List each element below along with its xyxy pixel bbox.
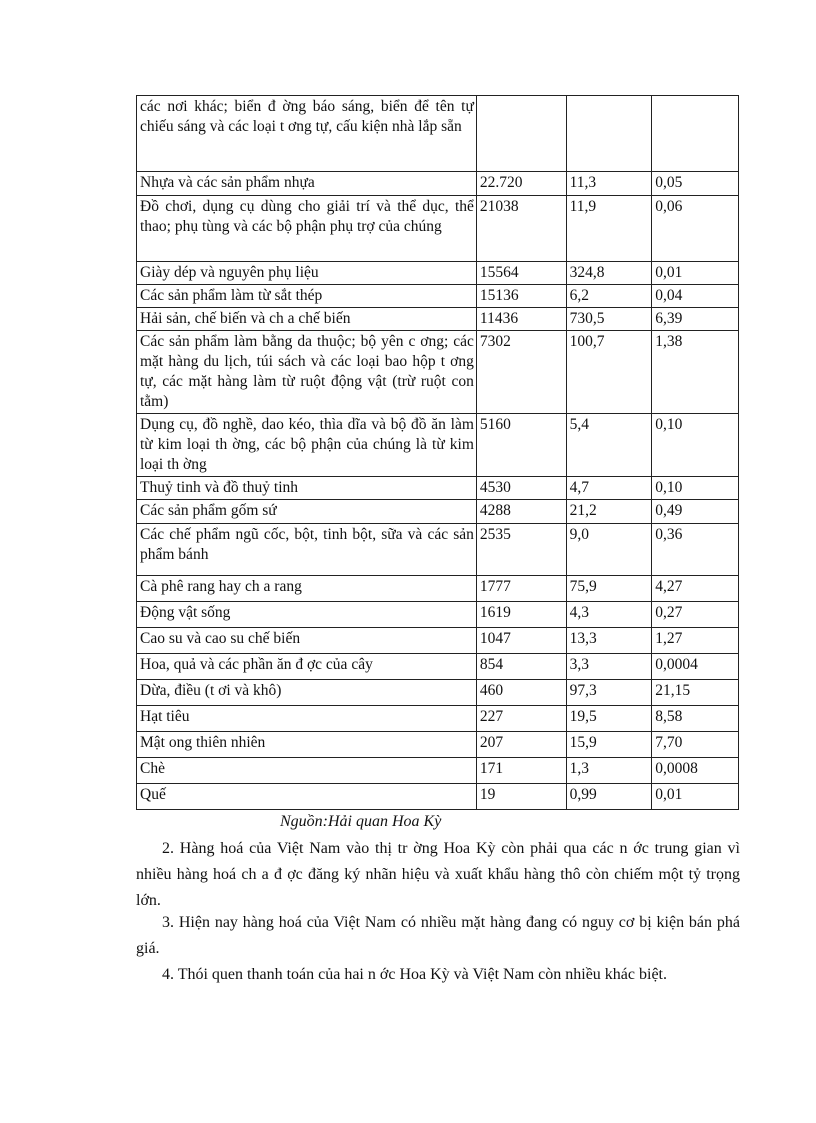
share-cell: 0,0004	[652, 654, 739, 680]
product-cell: Đồ chơi, dụng cụ dùng cho giải trí và thể dục, thể thao; phụ tùng và các bộ phận phụ trợ của chúng	[137, 196, 477, 262]
paragraph-2: 2. Hàng hoá của Việt Nam vào thị tr ờng Hoa Kỳ còn phải qua các n ớc trung gian vì nhiều hàng hoá ch a đ ợc đăng ký nhãn hiệu và xuất khẩu hàng thô còn chiếm một tỷ trọng lớn.	[136, 840, 740, 909]
table-row	[137, 477, 739, 500]
product-cell: Cà phê rang hay ch a rang	[137, 576, 477, 602]
value-cell: 1777	[476, 576, 566, 602]
table-row	[137, 576, 739, 602]
share-cell: 0,10	[652, 477, 739, 500]
growth-cell: 15,9	[566, 732, 652, 758]
value-cell: 460	[476, 680, 566, 706]
growth-cell: 75,9	[566, 576, 652, 602]
share-cell: 0,49	[652, 500, 739, 524]
table-row	[137, 784, 739, 810]
share-cell: 7,70	[652, 732, 739, 758]
value-cell: 19	[476, 784, 566, 810]
product-cell: Dừa, điều (t ơi và khô)	[137, 680, 477, 706]
table-row	[137, 732, 739, 758]
table-row	[137, 196, 739, 262]
table-row	[137, 172, 739, 196]
value-cell: 21038	[476, 196, 566, 262]
value-cell: 227	[476, 706, 566, 732]
value-cell	[476, 96, 566, 172]
table-body	[137, 96, 739, 810]
product-cell: Cao su và cao su chế biến	[137, 628, 477, 654]
value-cell: 5160	[476, 414, 566, 477]
paragraph-4: 4. Thói quen thanh toán của hai n ớc Hoa Kỳ và Việt Nam còn nhiều khác biệt.	[162, 966, 667, 983]
paragraph-3: 3. Hiện nay hàng hoá của Việt Nam có nhiều mặt hàng đang có nguy cơ bị kiện bán phá giá.	[136, 914, 740, 957]
table-row	[137, 524, 739, 576]
product-cell: Các sản phẩm làm từ sắt thép	[137, 285, 477, 308]
product-cell: Dụng cụ, đồ nghề, dao kéo, thìa dĩa và bộ đồ ăn làm từ kim loại th ờng, các bộ phận của chúng là từ kim loại th ờng	[137, 414, 477, 477]
product-cell: Động vật sống	[137, 602, 477, 628]
growth-cell: 11,3	[566, 172, 652, 196]
share-cell: 0,27	[652, 602, 739, 628]
value-cell: 4530	[476, 477, 566, 500]
product-cell: Hạt tiêu	[137, 706, 477, 732]
table-row	[137, 628, 739, 654]
share-cell: 0,36	[652, 524, 739, 576]
growth-cell: 9,0	[566, 524, 652, 576]
table-row	[137, 96, 739, 172]
product-cell: Thuỷ tinh và đồ thuỷ tinh	[137, 477, 477, 500]
share-cell: 0,06	[652, 196, 739, 262]
growth-cell: 21,2	[566, 500, 652, 524]
growth-cell: 19,5	[566, 706, 652, 732]
growth-cell: 0,99	[566, 784, 652, 810]
growth-cell: 97,3	[566, 680, 652, 706]
table-row	[137, 602, 739, 628]
value-cell: 7302	[476, 331, 566, 414]
export-table	[136, 95, 739, 810]
table-row	[137, 285, 739, 308]
value-cell: 854	[476, 654, 566, 680]
product-cell: Chè	[137, 758, 477, 784]
value-cell: 15564	[476, 262, 566, 285]
product-cell: Các sản phẩm gốm sứ	[137, 500, 477, 524]
table-row	[137, 706, 739, 732]
share-cell: 0,05	[652, 172, 739, 196]
value-cell: 4288	[476, 500, 566, 524]
growth-cell: 4,7	[566, 477, 652, 500]
value-cell: 171	[476, 758, 566, 784]
growth-cell: 5,4	[566, 414, 652, 477]
product-cell: Hoa, quả và các phần ăn đ ợc của cây	[137, 654, 477, 680]
product-cell: Nhựa và các sản phẩm nhựa	[137, 172, 477, 196]
value-cell: 2535	[476, 524, 566, 576]
share-cell: 21,15	[652, 680, 739, 706]
product-cell: các nơi khác; biển đ ờng báo sáng, biển để tên tự chiếu sáng và các loại t ơng tự, cấu kiện nhà lắp sẵn	[137, 96, 477, 172]
value-cell: 15136	[476, 285, 566, 308]
growth-cell: 324,8	[566, 262, 652, 285]
growth-cell: 1,3	[566, 758, 652, 784]
table-row	[137, 654, 739, 680]
product-cell: Giày dép và nguyên phụ liệu	[137, 262, 477, 285]
growth-cell	[566, 96, 652, 172]
share-cell: 8,58	[652, 706, 739, 732]
growth-cell: 13,3	[566, 628, 652, 654]
share-cell: 4,27	[652, 576, 739, 602]
growth-cell: 4,3	[566, 602, 652, 628]
table-row	[137, 680, 739, 706]
product-cell: Quế	[137, 784, 477, 810]
table-row	[137, 262, 739, 285]
product-cell: Các chế phẩm ngũ cốc, bột, tinh bột, sữa và các sản phẩm bánh	[137, 524, 477, 576]
value-cell: 22.720	[476, 172, 566, 196]
growth-cell: 11,9	[566, 196, 652, 262]
table-row	[137, 500, 739, 524]
share-cell: 0,0008	[652, 758, 739, 784]
growth-cell: 3,3	[566, 654, 652, 680]
product-cell: Hải sản, chế biến và ch a chế biến	[137, 308, 477, 331]
table-source-note: Nguồn:Hải quan Hoa Kỳ	[280, 813, 442, 830]
value-cell: 1047	[476, 628, 566, 654]
share-cell: 1,27	[652, 628, 739, 654]
share-cell: 0,04	[652, 285, 739, 308]
table-row	[137, 308, 739, 331]
growth-cell: 6,2	[566, 285, 652, 308]
share-cell: 0,01	[652, 262, 739, 285]
share-cell: 0,10	[652, 414, 739, 477]
value-cell: 1619	[476, 602, 566, 628]
share-cell: 1,38	[652, 331, 739, 414]
value-cell: 207	[476, 732, 566, 758]
growth-cell: 100,7	[566, 331, 652, 414]
value-cell: 11436	[476, 308, 566, 331]
growth-cell: 730,5	[566, 308, 652, 331]
product-cell: Các sản phẩm làm bằng da thuộc; bộ yên c ơng; các mặt hàng du lịch, túi sách và các loại bao hộp t ơng tự, các mặt hàng làm từ ruột động vật (trừ ruột con tằm)	[137, 331, 477, 414]
share-cell	[652, 96, 739, 172]
table-row	[137, 331, 739, 414]
table-row	[137, 414, 739, 477]
share-cell: 0,01	[652, 784, 739, 810]
product-cell: Mật ong thiên nhiên	[137, 732, 477, 758]
share-cell: 6,39	[652, 308, 739, 331]
table-row	[137, 758, 739, 784]
